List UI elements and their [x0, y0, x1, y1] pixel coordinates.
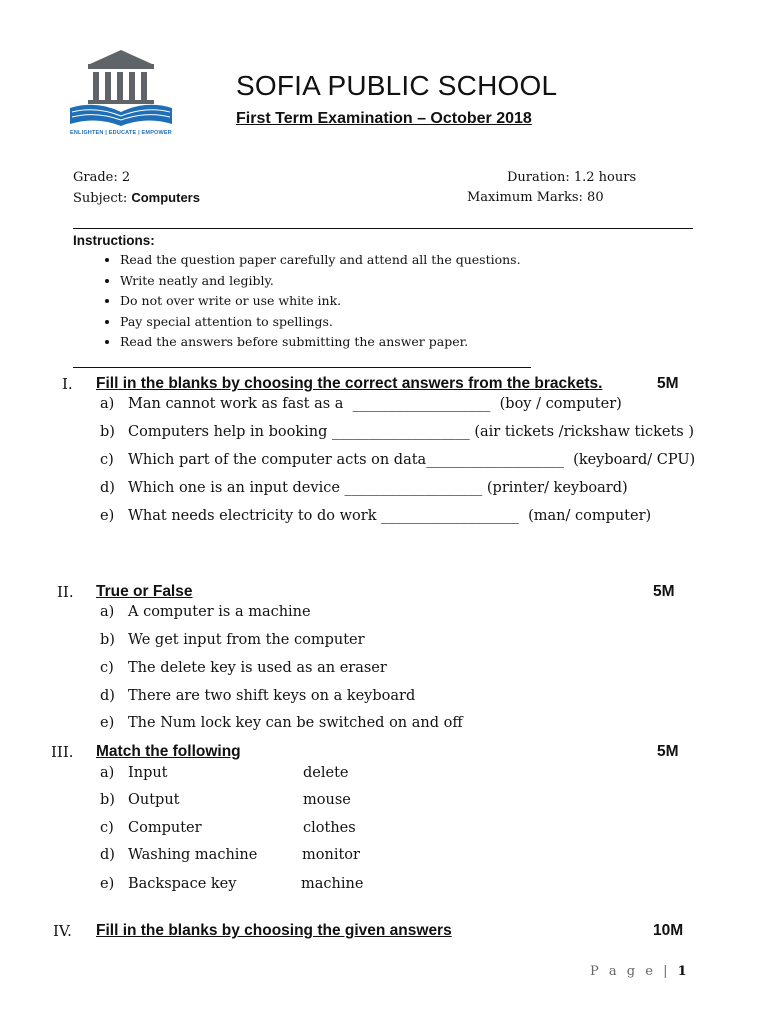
max-marks-text: Maximum Marks: 80 [467, 190, 604, 205]
question-item [100, 508, 651, 524]
match-right: machine [301, 876, 364, 892]
item-label: c) [100, 660, 114, 676]
match-item [100, 876, 236, 892]
match-right: mouse [303, 792, 351, 808]
item-label: e) [100, 715, 115, 731]
exam-title: First Term Examination – October 2018 [236, 110, 532, 127]
school-logo [66, 46, 176, 146]
item-text: We get input from the computer [128, 632, 365, 648]
header-divider [73, 228, 693, 229]
question-item [100, 604, 311, 620]
match-left: Backspace key [128, 876, 237, 892]
match-right: delete [303, 765, 349, 781]
question-item [100, 632, 365, 648]
item-label: b) [100, 792, 115, 808]
instruction-item: • Write neatly and legibly. [120, 271, 521, 292]
item-text: The delete key is used as an eraser [128, 660, 387, 676]
section-title: Fill in the blanks by choosing the given answers [96, 922, 452, 939]
subject-label: Subject: [73, 191, 132, 206]
item-text: A computer is a machine [128, 604, 311, 620]
item-text: What needs electricity to do work ___________________ (man/ computer) [128, 508, 652, 524]
section-number: I. [62, 375, 73, 393]
match-right: clothes [303, 820, 356, 836]
section-number: III. [51, 743, 74, 761]
item-label: d) [100, 480, 115, 496]
page-footer [590, 964, 687, 979]
item-text: Which part of the computer acts on data___________________ (keyboard/ CPU) [128, 452, 696, 468]
subject-value: Computers [131, 190, 200, 205]
section-marks: 5M [657, 743, 679, 760]
instructions-divider [73, 367, 531, 368]
item-label: c) [100, 820, 114, 836]
item-text: Which one is an input device ___________________ (printer/ keyboard) [128, 480, 628, 496]
school-name: SOFIA PUBLIC SCHOOL [236, 70, 558, 101]
grade-text: Grade: 2 [73, 170, 131, 185]
item-label: e) [100, 508, 115, 524]
item-label: d) [100, 847, 115, 863]
match-right: monitor [302, 847, 360, 863]
section-marks: 5M [657, 375, 679, 392]
question-item [100, 424, 694, 440]
instruction-item: • Do not over write or use white ink. [120, 291, 521, 312]
item-text: There are two shift keys on a keyboard [128, 688, 416, 704]
item-label: a) [100, 604, 115, 620]
subject-line [73, 190, 200, 206]
match-left: Computer [128, 820, 202, 836]
match-item [100, 847, 257, 863]
instructions-heading: Instructions: [73, 233, 155, 248]
logo-tagline: ENLIGHTEN | EDUCATE | EMPOWER [70, 130, 172, 136]
match-item [100, 792, 180, 808]
section-number: II. [57, 583, 74, 601]
item-text: Man cannot work as fast as a ___________________ (boy / computer) [128, 396, 622, 412]
question-item [100, 480, 628, 496]
item-label: c) [100, 452, 114, 468]
page-separator: | [663, 964, 678, 979]
section-number: IV. [53, 922, 72, 940]
page-word: P a g e [590, 964, 656, 979]
section-title: Match the following [96, 743, 241, 760]
question-item [100, 452, 695, 468]
duration-text: Duration: 1.2 hours [507, 170, 637, 185]
section-marks: 5M [653, 583, 675, 600]
item-label: b) [100, 632, 115, 648]
section-title: Fill in the blanks by choosing the correct answers from the brackets. [96, 375, 603, 392]
item-label: e) [100, 876, 115, 892]
question-item [100, 688, 415, 704]
match-item [100, 820, 202, 836]
instruction-item: • Pay special attention to spellings. [120, 312, 521, 333]
item-label: d) [100, 688, 115, 704]
item-text: The Num lock key can be switched on and off [128, 715, 463, 731]
item-text: Computers help in booking ___________________ (air tickets /rickshaw tickets ) [128, 424, 694, 440]
section-marks: 10M [653, 922, 684, 939]
instruction-item: • Read the answers before submitting the answer paper. [120, 332, 521, 353]
item-label: b) [100, 424, 115, 440]
question-item [100, 396, 622, 412]
page-number: 1 [677, 964, 687, 979]
question-item [100, 660, 387, 676]
match-left: Washing machine [128, 847, 258, 863]
question-item [100, 715, 463, 731]
match-left: Output [128, 792, 180, 808]
match-left: Input [128, 765, 168, 781]
section-title: True or False [96, 583, 193, 600]
match-item [100, 765, 168, 781]
instructions-list [95, 250, 521, 353]
item-label: a) [100, 396, 115, 412]
item-label: a) [100, 765, 115, 781]
instruction-item: • Read the question paper carefully and attend all the questions. [120, 250, 521, 271]
